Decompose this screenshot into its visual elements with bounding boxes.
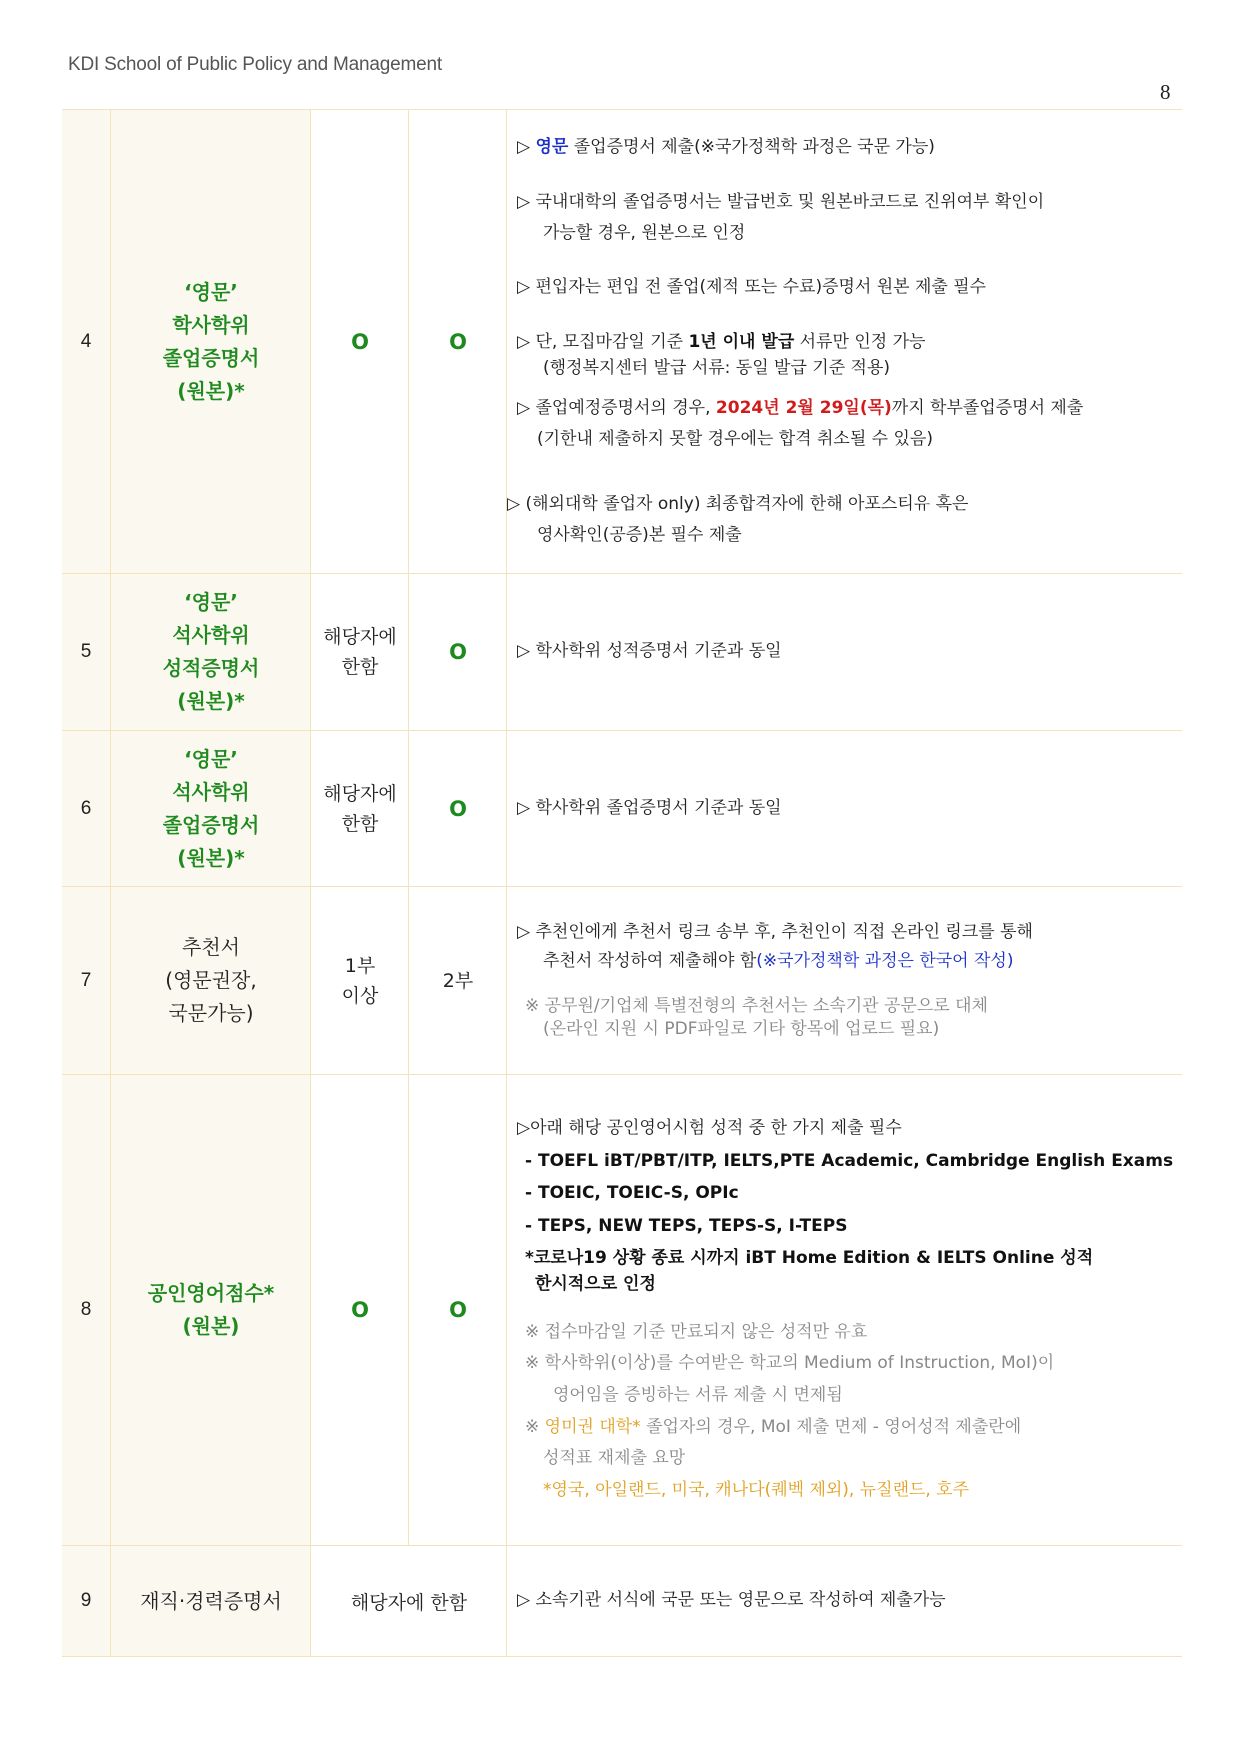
row-number: 4 [62, 110, 110, 573]
required-mark-b: O [408, 574, 507, 730]
applicability-note: 해당자에 한함 [310, 731, 409, 886]
requirement-description: ▷ 학사학위 졸업증명서 기준과 동일 [506, 731, 1182, 886]
table-row-7 [62, 887, 1182, 1075]
requirement-description: ▷ 소속기관 서식에 국문 또는 영문으로 작성하여 제출가능 [506, 1546, 1182, 1656]
applicability-note: 해당자에 한함 [310, 1546, 507, 1656]
table-row-8 [62, 1075, 1182, 1546]
page-number: 8 [1160, 80, 1171, 104]
copies-required-b: 2부 [408, 887, 507, 1074]
table-row-6 [62, 731, 1182, 887]
row-number: 5 [62, 574, 110, 730]
row-number: 7 [62, 887, 110, 1074]
table-row-4 [62, 110, 1182, 574]
required-mark-a: O [310, 1075, 409, 1545]
requirement-description: ▷ 영문 졸업증명서 제출(※국가정책학 과정은 국문 가능) ▷ 국내대학의 졸업증명서는 발급번호 및 원본바코드로 진위여부 확인이 가능할 경우, 원본으로 인정 ▷ 편입자는 편입 전 졸업(제적 또는 수료)증명서 원본 제출 필수 ▷ 단, 모집마감일 기준 1년 이내 발급 서류만 인정 가능 (행정복지센터 발급 서류: 동일 발급 기준 적용) ▷ 졸업예정증명서의 경우, 2024년 2월 29일(목)까지 학부졸업증명서 제출 (기한내 제출하지 못할 경우에는 합격 취소될 수 있음) ▷ (해외대학 졸업자 only) 최종합격자에 한해 아포스티유 혹은 영사확인(공증)본 필수 제출 [506, 110, 1182, 573]
requirement-description: ▷ 학사학위 성적증명서 기준과 동일 [506, 574, 1182, 730]
row-number: 8 [62, 1075, 110, 1545]
required-mark-a: O [310, 110, 409, 573]
row-number: 9 [62, 1546, 110, 1656]
required-mark-b: O [408, 1075, 507, 1545]
document-name: 재직·경력증명서 [110, 1546, 311, 1656]
document-name: 추천서 (영문권장, 국문가능) [110, 887, 311, 1074]
required-mark-b: O [408, 731, 507, 886]
requirements-table [62, 109, 1182, 1657]
document-header-title: KDI School of Public Policy and Management [68, 54, 442, 75]
copies-required-a: 1부 이상 [310, 887, 409, 1074]
table-row-5 [62, 574, 1182, 731]
table-row-9 [62, 1546, 1182, 1657]
requirement-description: ▷아래 해당 공인영어시험 성적 중 한 가지 제출 필수 - TOEFL iBT/PBT/ITP, IELTS,PTE Academic, Cambridge English Exams - TOEIC, TOEIC-S, OPIc - TEPS, NEW TEPS, TEPS-S, I-TEPS *코로나19 상황 종료 시까지 iBT Home Edition & IELTS Online 성적 한시적으로 인정 ※ 접수마감일 기준 만료되지 않은 성적만 유효 ※ 학사학위(이상)를 수여받은 학교의 Medium of Instruction, MoI)이 영어임을 증빙하는 서류 제출 시 면제됨 ※ 영미권 대학* 졸업자의 경우, MoI 제출 면제 - 영어성적 제출란에 성적표 재제출 요망 *영국, 아일랜드, 미국, 캐나다(퀘벡 제외), 뉴질랜드, 호주 [506, 1075, 1182, 1545]
applicability-note: 해당자에 한함 [310, 574, 409, 730]
requirement-description: ▷ 추천인에게 추천서 링크 송부 후, 추천인이 직접 온라인 링크를 통해 추천서 작성하여 제출해야 함(※국가정책학 과정은 한국어 작성) ※ 공무원/기업체 특별전형의 추천서는 소속기관 공문으로 대체 (온라인 지원 시 PDF파일로 기타 항목에 업로드 필요) [506, 887, 1182, 1074]
row-number: 6 [62, 731, 110, 886]
document-name: ‘영문’ 석사학위 성적증명서 (원본)* [110, 574, 311, 730]
document-name: 공인영어점수* (원본) [110, 1075, 311, 1545]
required-mark-b: O [408, 110, 507, 573]
document-name: ‘영문’ 학사학위 졸업증명서 (원본)* [110, 110, 311, 573]
document-name: ‘영문’ 석사학위 졸업증명서 (원본)* [110, 731, 311, 886]
